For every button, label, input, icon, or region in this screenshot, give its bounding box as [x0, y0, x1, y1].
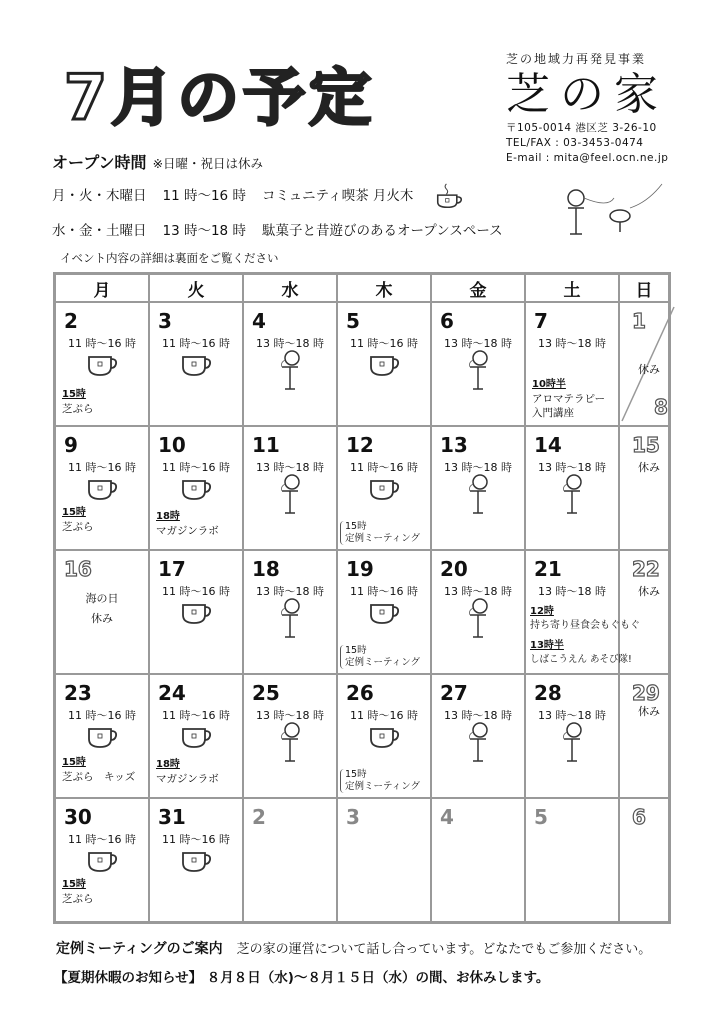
org-address: 〒105-0014 港区芝 3-26-10	[506, 122, 657, 134]
week-row-3	[55, 550, 670, 674]
day-number: 5	[534, 805, 548, 829]
week-row-2	[55, 426, 670, 550]
cafe-hours: 11 時〜16 時	[162, 461, 230, 474]
org-telfax: TEL/FAX : 03-3453-0474	[506, 137, 644, 149]
space-hours: 13 時〜18 時	[444, 461, 512, 474]
closed-label: 休み	[638, 363, 660, 376]
coffee-cup-icon	[367, 349, 401, 379]
day-number: 1	[632, 309, 646, 333]
day-cell	[431, 302, 525, 426]
day-number: 17	[158, 557, 186, 581]
kendama-icon	[558, 721, 586, 765]
cafe-hours: 11 時〜16 時	[162, 833, 230, 846]
day-number: 16	[64, 557, 92, 581]
cafe-hours: 11 時〜16 時	[350, 461, 418, 474]
day-number: 28	[534, 681, 562, 705]
day-number: 4	[440, 805, 454, 829]
coffee-cup-icon	[367, 597, 401, 627]
weekday-sun: 日	[619, 274, 670, 303]
weekday-mon: 月	[55, 274, 150, 303]
day-number: 21	[534, 557, 562, 581]
coffee-cup-icon	[179, 721, 213, 751]
coffee-cup-icon	[85, 473, 119, 503]
kendama-icon	[464, 473, 492, 517]
day-cell	[337, 550, 431, 674]
day-number: 29	[632, 681, 660, 705]
space-hours: 13 時〜18 時	[538, 709, 606, 722]
cafe-hours: 11 時〜16 時	[68, 337, 136, 350]
day-number: 22	[632, 557, 660, 581]
day-cell-next-month	[619, 798, 670, 923]
space-hours: 13 時〜18 時	[538, 461, 606, 474]
event-tempura: 15時 芝ぷら	[62, 507, 94, 533]
day-number: 14	[534, 433, 562, 457]
open-hours	[52, 150, 519, 239]
event-aroma: 10時半 アロマテラピー 入門講座	[532, 379, 606, 419]
day-number: 8	[654, 395, 668, 419]
coffee-cup-icon	[179, 845, 213, 875]
day-cell	[431, 426, 525, 550]
coffee-cup-icon	[179, 349, 213, 379]
day-cell	[525, 674, 619, 798]
cafe-hours: 11 時〜16 時	[68, 833, 136, 846]
weekday-sat: 土	[525, 274, 619, 303]
organization-block	[506, 50, 716, 166]
day-cell	[431, 674, 525, 798]
day-cell-holiday	[55, 550, 150, 674]
cafe-hours: 11 時〜16 時	[162, 709, 230, 722]
coffee-cup-icon	[85, 721, 119, 751]
kendama-icon	[276, 597, 304, 641]
cafe-hours: 11 時〜16 時	[350, 585, 418, 598]
day-number: 11	[252, 433, 280, 457]
day-number: 23	[64, 681, 92, 705]
event-magazine-lab: 18時 マガジンラボ	[156, 511, 219, 537]
day-cell	[337, 302, 431, 426]
cafe-hours: 11 時〜16 時	[162, 585, 230, 598]
day-number: 25	[252, 681, 280, 705]
day-number: 13	[440, 433, 468, 457]
day-cell	[149, 302, 243, 426]
org-tagline: 芝の地域力再発見事業	[506, 52, 647, 66]
kendama-icon	[276, 473, 304, 517]
day-cell	[149, 798, 243, 923]
day-cell	[337, 426, 431, 550]
weekday-header	[55, 274, 670, 303]
day-cell	[337, 674, 431, 798]
day-number: 27	[440, 681, 468, 705]
kendama-icon	[276, 349, 304, 393]
coffee-cup-icon	[434, 183, 464, 209]
event-lunch: 12時 持ち寄り昼食会もぐもぐ	[530, 606, 640, 631]
kendama-icon	[464, 349, 492, 393]
kendama-top-illustration	[558, 178, 668, 240]
day-cell	[243, 550, 337, 674]
day-number: 4	[252, 309, 266, 333]
meeting-note: 15時 定例ミーティング	[340, 521, 420, 545]
cafe-hours: 11 時〜16 時	[68, 461, 136, 474]
vacation-notice: 【夏期休暇のお知らせ】 ８月８日（水)〜８月１５日（水）の間、お休みします。	[54, 970, 550, 986]
holiday-note: 海の日 休み	[85, 592, 119, 625]
coffee-cup-icon	[367, 721, 401, 751]
meeting-info-text: 芝の家の運営について話し合っています。どなたでもご参加ください。	[236, 942, 652, 957]
day-cell	[243, 674, 337, 798]
open-hours-row-cafe: 月・火・木曜日 11 時〜16 時 コミュニティ喫茶 月火木	[52, 183, 519, 209]
day-cell	[431, 550, 525, 674]
day-cell-next-month	[525, 798, 619, 923]
day-cell-next-month	[337, 798, 431, 923]
day-cell	[525, 426, 619, 550]
week-row-1	[55, 302, 670, 426]
day-cell-next-month	[431, 798, 525, 923]
space-hours: 13 時〜18 時	[444, 709, 512, 722]
day-number: 3	[346, 805, 360, 829]
space-hours: 13 時〜18 時	[256, 461, 324, 474]
day-number: 19	[346, 557, 374, 581]
weekday-wed: 水	[243, 274, 337, 303]
week-row-4	[55, 674, 670, 798]
kendama-icon	[464, 597, 492, 641]
day-number: 10	[158, 433, 186, 457]
day-cell	[525, 302, 619, 426]
day-cell-sunday	[619, 302, 670, 426]
open-hours-heading: オープン時間 ※日曜・祝日は休み	[52, 153, 264, 172]
cafe-hours: 11 時〜16 時	[68, 709, 136, 722]
weekday-tue: 火	[149, 274, 243, 303]
page-title: 7月の予定	[64, 61, 376, 134]
day-cell	[55, 674, 150, 798]
day-number: 24	[158, 681, 186, 705]
coffee-cup-icon	[179, 597, 213, 627]
coffee-cup-icon	[367, 473, 401, 503]
day-number: 2	[64, 309, 78, 333]
day-number: 2	[252, 805, 266, 829]
kendama-icon	[558, 473, 586, 517]
day-cell	[243, 302, 337, 426]
day-number: 30	[64, 805, 92, 829]
meeting-note: 15時 定例ミーティング	[340, 769, 420, 793]
day-cell	[525, 550, 640, 674]
coffee-cup-icon	[179, 473, 213, 503]
closed-label: 休み	[638, 585, 660, 598]
space-hours: 13 時〜18 時	[538, 585, 606, 598]
event-tempura: 15時 芝ぷら	[62, 879, 94, 905]
space-hours: 13 時〜18 時	[256, 585, 324, 598]
org-email: E-mail : mita@feel.ocn.ne.jp	[506, 152, 669, 164]
day-cell-next-month	[243, 798, 337, 923]
org-name: 芝の家	[506, 69, 668, 120]
event-park: 13時半 しばこうえん あそび隊!	[530, 640, 632, 665]
event-magazine-lab: 18時 マガジンラボ	[156, 759, 219, 785]
week-row-5	[55, 798, 670, 923]
meeting-note: 15時 定例ミーティング	[340, 645, 420, 669]
weekday-thu: 木	[337, 274, 431, 303]
closed-label: 休み	[638, 461, 660, 474]
day-number: 20	[440, 557, 468, 581]
open-hours-row-space: 水・金・土曜日 13 時〜18 時 駄菓子と昔遊びのあるオープンスペース	[52, 223, 503, 239]
coffee-cup-icon	[85, 845, 119, 875]
day-number: 7	[534, 309, 548, 333]
coffee-cup-icon	[85, 349, 119, 379]
day-cell-sunday	[619, 426, 670, 550]
day-cell	[149, 426, 243, 550]
day-number: 26	[346, 681, 374, 705]
day-cell	[149, 550, 243, 674]
weekday-fri: 金	[431, 274, 525, 303]
space-hours: 13 時〜18 時	[444, 585, 512, 598]
kendama-icon	[464, 721, 492, 765]
kendama-icon	[276, 721, 304, 765]
meeting-info-title: 定例ミーティングのご案内	[56, 941, 223, 957]
space-hours: 13 時〜18 時	[444, 337, 512, 350]
cafe-hours: 11 時〜16 時	[350, 337, 418, 350]
day-number: 31	[158, 805, 186, 829]
day-cell	[149, 674, 243, 798]
event-note: イベント内容の詳細は裏面をご覧ください	[60, 251, 279, 265]
meeting-info	[56, 938, 651, 958]
day-number: 15	[632, 433, 660, 457]
space-hours: 13 時〜18 時	[256, 337, 324, 350]
day-cell	[55, 426, 150, 550]
day-cell	[55, 798, 150, 923]
cafe-hours: 11 時〜16 時	[350, 709, 418, 722]
event-tempura: 15時 芝ぷら	[62, 389, 94, 415]
cafe-hours: 11 時〜16 時	[162, 337, 230, 350]
day-cell	[243, 426, 337, 550]
closed-label: 休み	[638, 705, 660, 718]
day-number: 12	[346, 433, 374, 457]
day-number: 9	[64, 433, 78, 457]
day-cell	[55, 302, 150, 426]
day-number: 5	[346, 309, 360, 333]
space-hours: 13 時〜18 時	[538, 337, 606, 350]
day-number: 3	[158, 309, 172, 333]
day-number: 18	[252, 557, 280, 581]
day-cell-sunday	[619, 550, 670, 674]
event-tempura-kids: 15時 芝ぷら キッズ	[62, 757, 136, 783]
day-number: 6	[440, 309, 454, 333]
calendar-table	[53, 272, 671, 924]
space-hours: 13 時〜18 時	[256, 709, 324, 722]
open-hours-note: ※日曜・祝日は休み	[152, 156, 264, 171]
day-number: 6	[632, 805, 646, 829]
day-cell-sunday	[619, 674, 670, 798]
